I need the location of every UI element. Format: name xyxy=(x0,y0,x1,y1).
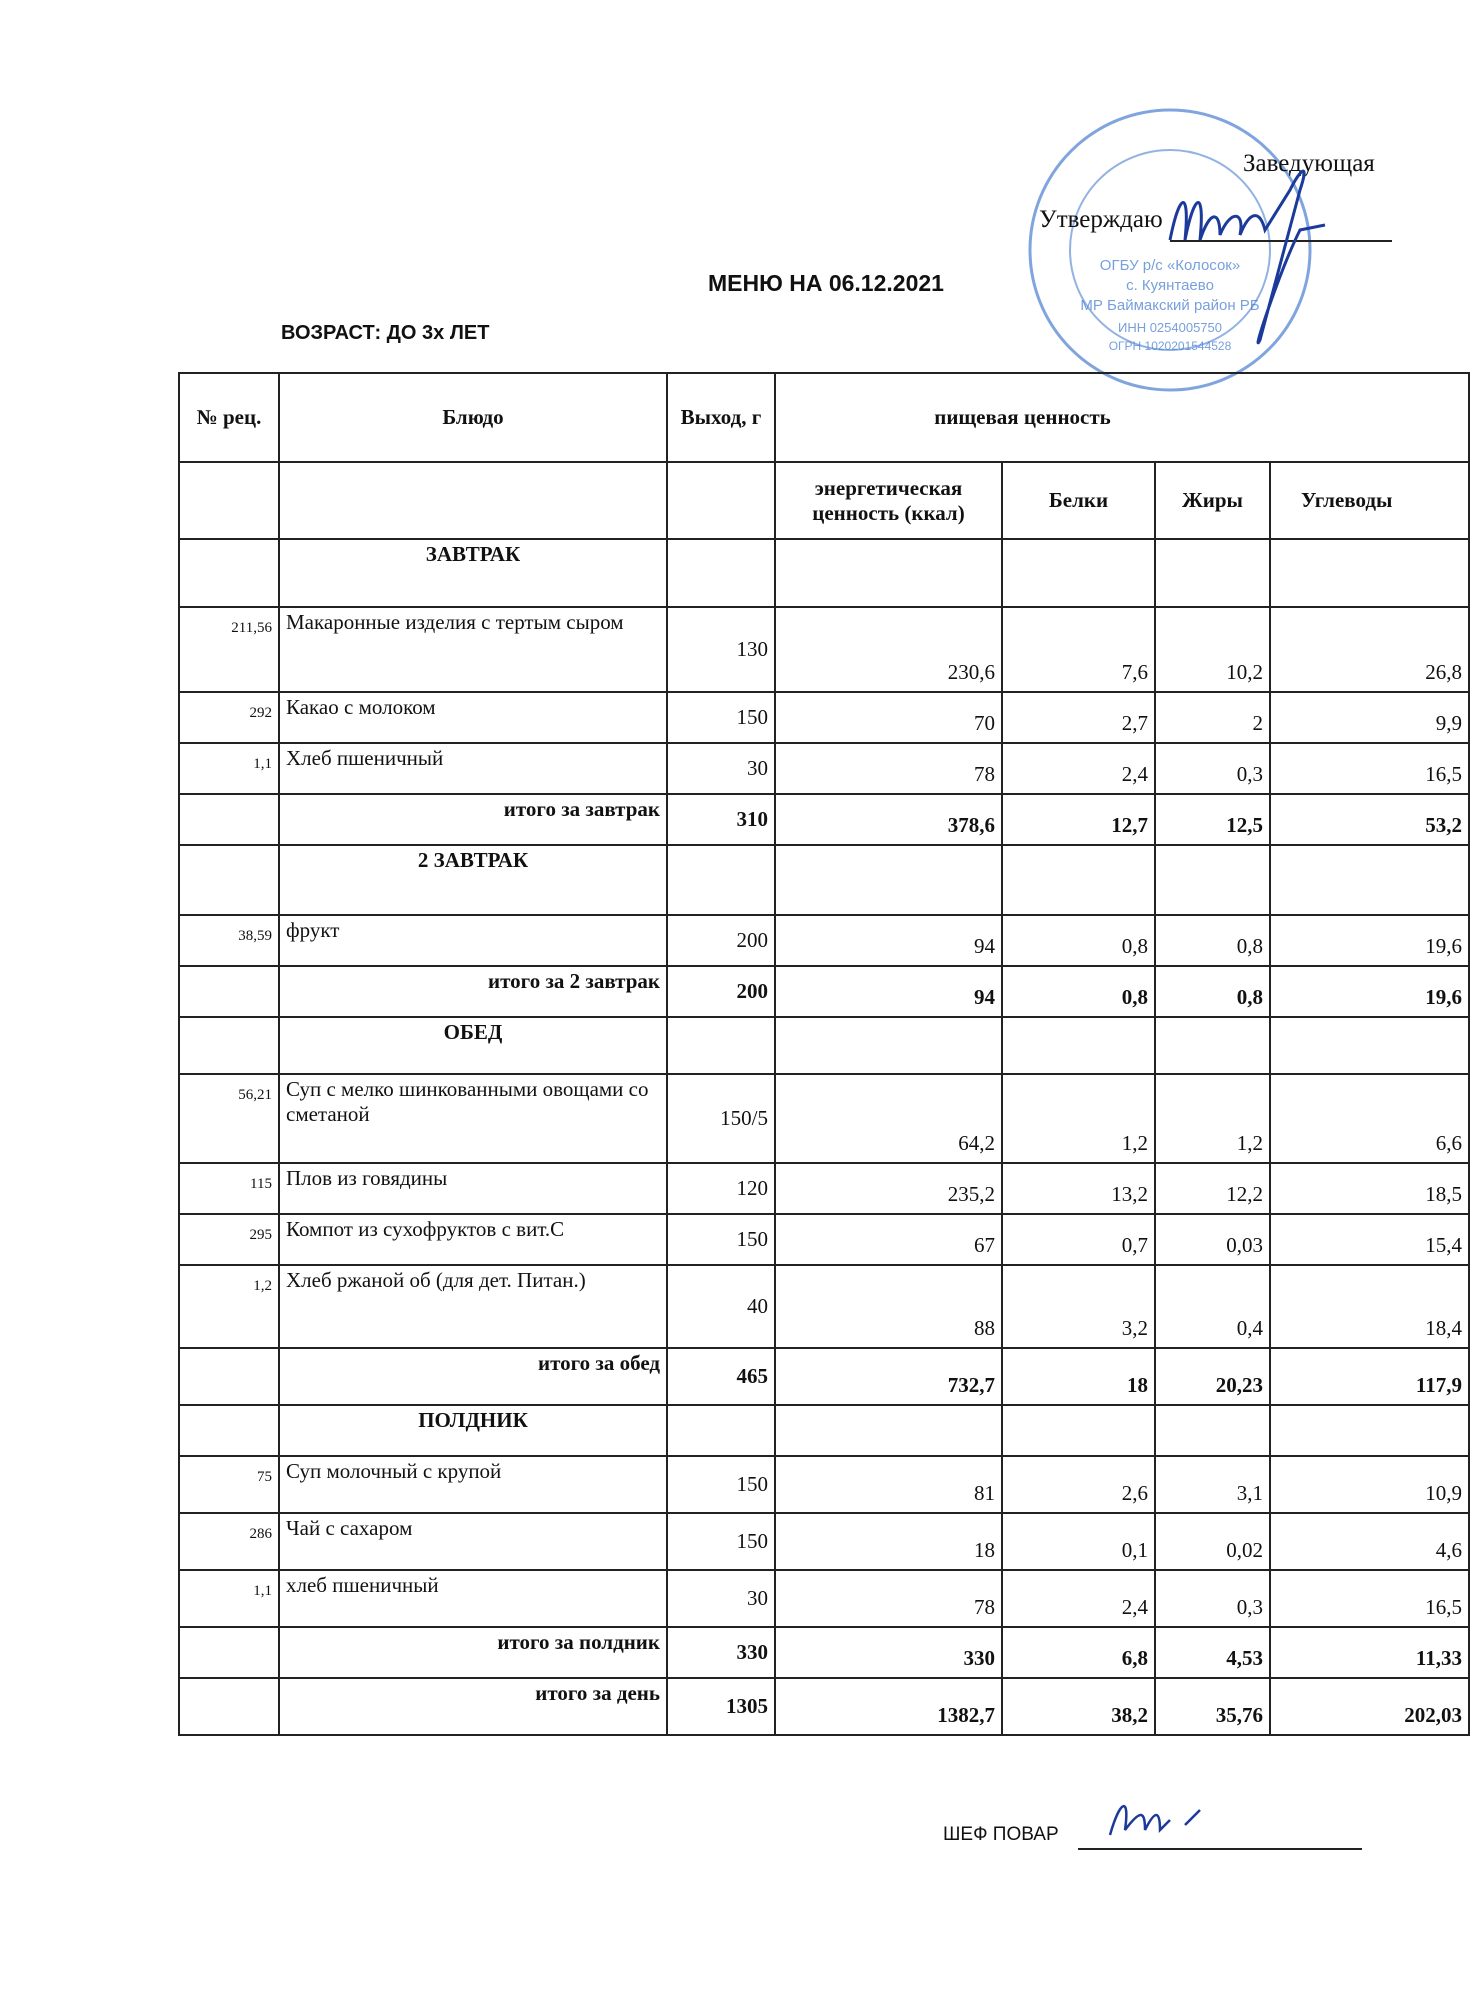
carbs-value: 18,4 xyxy=(1270,1265,1469,1348)
carbs-value: 26,8 xyxy=(1270,607,1469,692)
recipe-number: 38,59 xyxy=(179,915,279,966)
fat-value: 0,3 xyxy=(1155,743,1270,794)
carbs-value xyxy=(1270,539,1469,607)
kcal-value: 70 xyxy=(775,692,1002,743)
carbs-value: 4,6 xyxy=(1270,1513,1469,1570)
section-row xyxy=(179,1405,1469,1456)
dish-name: Хлеб ржаной об (для дет. Питан.) xyxy=(279,1265,667,1348)
yield-value: 1305 xyxy=(667,1678,775,1735)
fat-value: 12,5 xyxy=(1155,794,1270,845)
protein-value: 12,7 xyxy=(1002,794,1155,845)
carbs-value: 10,9 xyxy=(1270,1456,1469,1513)
protein-value: 2,4 xyxy=(1002,1570,1155,1627)
dish-name: итого за обед xyxy=(279,1348,667,1405)
svg-text:МР Баймакский район РБ: МР Баймакский район РБ xyxy=(1080,297,1260,314)
fat-value xyxy=(1155,1017,1270,1074)
kcal-value xyxy=(775,1405,1002,1456)
protein-value: 1,2 xyxy=(1002,1074,1155,1163)
table-row xyxy=(179,1456,1469,1513)
recipe-number xyxy=(179,1348,279,1405)
protein-value: 7,6 xyxy=(1002,607,1155,692)
director-signature xyxy=(1150,150,1410,350)
table-row xyxy=(179,607,1469,692)
menu-table xyxy=(178,372,1470,1736)
section-row xyxy=(179,539,1469,607)
recipe-number: 115 xyxy=(179,1163,279,1214)
protein-value: 18 xyxy=(1002,1348,1155,1405)
dish-name: итого за 2 завтрак xyxy=(279,966,667,1017)
fat-value: 0,3 xyxy=(1155,1570,1270,1627)
recipe-number: 56,21 xyxy=(179,1074,279,1163)
carbs-value: 19,6 xyxy=(1270,915,1469,966)
total-row xyxy=(179,1627,1469,1678)
protein-value: 0,8 xyxy=(1002,915,1155,966)
fat-value: 35,76 xyxy=(1155,1678,1270,1735)
protein-value: 2,4 xyxy=(1002,743,1155,794)
fat-value: 3,1 xyxy=(1155,1456,1270,1513)
protein-value: 0,7 xyxy=(1002,1214,1155,1265)
total-row xyxy=(179,966,1469,1017)
carbs-value: 15,4 xyxy=(1270,1214,1469,1265)
kcal-value: 81 xyxy=(775,1456,1002,1513)
col-carbs-header: Углеводы xyxy=(1270,462,1469,539)
age-label: ВОЗРАСТ: ДО 3х ЛЕТ xyxy=(281,322,490,344)
yield-value xyxy=(667,539,775,607)
recipe-number: 75 xyxy=(179,1456,279,1513)
dish-name: ОБЕД xyxy=(279,1017,667,1074)
fat-value: 10,2 xyxy=(1155,607,1270,692)
col-dish-header: Блюдо xyxy=(279,373,667,462)
dish-name: итого за день xyxy=(279,1678,667,1735)
yield-value: 150 xyxy=(667,1214,775,1265)
recipe-number xyxy=(179,539,279,607)
approve-label: Утверждаю xyxy=(1039,206,1163,233)
fat-value: 0,02 xyxy=(1155,1513,1270,1570)
carbs-value: 18,5 xyxy=(1270,1163,1469,1214)
dish-name: Суп с мелко шинкованными овощами со сметаной xyxy=(279,1074,667,1163)
recipe-number: 211,56 xyxy=(179,607,279,692)
recipe-number xyxy=(179,845,279,915)
table-row xyxy=(179,1570,1469,1627)
protein-value: 0,1 xyxy=(1002,1513,1155,1570)
protein-value: 2,7 xyxy=(1002,692,1155,743)
fat-value: 1,2 xyxy=(1155,1074,1270,1163)
fat-value: 2 xyxy=(1155,692,1270,743)
kcal-value xyxy=(775,845,1002,915)
carbs-value: 6,6 xyxy=(1270,1074,1469,1163)
kcal-value: 230,6 xyxy=(775,607,1002,692)
recipe-number: 1,1 xyxy=(179,1570,279,1627)
fat-value xyxy=(1155,539,1270,607)
dish-name: ЗАВТРАК xyxy=(279,539,667,607)
yield-value: 30 xyxy=(667,1570,775,1627)
table-row xyxy=(179,1265,1469,1348)
table-row xyxy=(179,1513,1469,1570)
kcal-value: 18 xyxy=(775,1513,1002,1570)
carbs-value xyxy=(1270,1405,1469,1456)
dish-name: Компот из сухофруктов с вит.С xyxy=(279,1214,667,1265)
chef-label: ШЕФ ПОВАР xyxy=(943,1824,1059,1845)
svg-text:ОГРН 1020201544528: ОГРН 1020201544528 xyxy=(1108,339,1232,353)
carbs-value: 11,33 xyxy=(1270,1627,1469,1678)
protein-value xyxy=(1002,1405,1155,1456)
table-row xyxy=(179,1163,1469,1214)
yield-value: 40 xyxy=(667,1265,775,1348)
recipe-number: 1,2 xyxy=(179,1265,279,1348)
section-row xyxy=(179,1017,1469,1074)
yield-value: 310 xyxy=(667,794,775,845)
protein-value: 0,8 xyxy=(1002,966,1155,1017)
fat-value: 20,23 xyxy=(1155,1348,1270,1405)
fat-value xyxy=(1155,845,1270,915)
kcal-value: 732,7 xyxy=(775,1348,1002,1405)
carbs-value: 19,6 xyxy=(1270,966,1469,1017)
protein-value: 13,2 xyxy=(1002,1163,1155,1214)
kcal-value: 235,2 xyxy=(775,1163,1002,1214)
protein-value xyxy=(1002,539,1155,607)
dish-name: ПОЛДНИК xyxy=(279,1405,667,1456)
svg-text:ОГБУ р/с «Колосок»: ОГБУ р/с «Колосок» xyxy=(1099,257,1241,274)
recipe-number: 292 xyxy=(179,692,279,743)
yield-value xyxy=(667,1405,775,1456)
col-kcal-header: энергетическая ценность (ккал) xyxy=(775,462,1002,539)
kcal-value xyxy=(775,539,1002,607)
dish-name: 2 ЗАВТРАК xyxy=(279,845,667,915)
yield-value: 200 xyxy=(667,915,775,966)
fat-value xyxy=(1155,1405,1270,1456)
total-row xyxy=(179,1678,1469,1735)
yield-value: 130 xyxy=(667,607,775,692)
svg-text:ИНН 0254005750: ИНН 0254005750 xyxy=(1117,320,1223,335)
dish-name: Макаронные изделия с тертым сыром xyxy=(279,607,667,692)
kcal-value xyxy=(775,1017,1002,1074)
recipe-number xyxy=(179,1017,279,1074)
carbs-value: 53,2 xyxy=(1270,794,1469,845)
kcal-value: 378,6 xyxy=(775,794,1002,845)
fat-value: 0,4 xyxy=(1155,1265,1270,1348)
dish-name: Чай с сахаром xyxy=(279,1513,667,1570)
page-title: МЕНЮ НА 06.12.2021 xyxy=(708,270,944,296)
col-nutrition-header: пищевая ценность xyxy=(775,373,1469,462)
dish-name: итого за полдник xyxy=(279,1627,667,1678)
col-protein-header: Белки xyxy=(1002,462,1155,539)
fat-value: 0,8 xyxy=(1155,915,1270,966)
carbs-value: 117,9 xyxy=(1270,1348,1469,1405)
dish-name: Какао с молоком xyxy=(279,692,667,743)
kcal-value: 78 xyxy=(775,743,1002,794)
kcal-value: 94 xyxy=(775,966,1002,1017)
protein-value: 38,2 xyxy=(1002,1678,1155,1735)
recipe-number: 286 xyxy=(179,1513,279,1570)
yield-value: 30 xyxy=(667,743,775,794)
fat-value: 0,03 xyxy=(1155,1214,1270,1265)
yield-value xyxy=(667,845,775,915)
col-fat-header: Жиры xyxy=(1155,462,1270,539)
total-row xyxy=(179,1348,1469,1405)
yield-value: 200 xyxy=(667,966,775,1017)
carbs-value: 16,5 xyxy=(1270,1570,1469,1627)
carbs-value: 9,9 xyxy=(1270,692,1469,743)
dish-name: итого за завтрак xyxy=(279,794,667,845)
col-num-header: № рец. xyxy=(179,373,279,462)
recipe-number xyxy=(179,1678,279,1735)
fat-value: 12,2 xyxy=(1155,1163,1270,1214)
carbs-value xyxy=(1270,1017,1469,1074)
yield-value: 120 xyxy=(667,1163,775,1214)
carbs-value: 16,5 xyxy=(1270,743,1469,794)
carbs-value xyxy=(1270,845,1469,915)
protein-value xyxy=(1002,1017,1155,1074)
recipe-number: 295 xyxy=(179,1214,279,1265)
chef-signature xyxy=(1100,1790,1210,1850)
protein-value: 6,8 xyxy=(1002,1627,1155,1678)
kcal-value: 94 xyxy=(775,915,1002,966)
kcal-value: 1382,7 xyxy=(775,1678,1002,1735)
recipe-number xyxy=(179,966,279,1017)
yield-value xyxy=(667,1017,775,1074)
dish-name: Суп молочный с крупой xyxy=(279,1456,667,1513)
table-row xyxy=(179,1214,1469,1265)
recipe-number xyxy=(179,1405,279,1456)
col-yield-header: Выход, г xyxy=(667,373,775,462)
total-row xyxy=(179,794,1469,845)
yield-value: 150/5 xyxy=(667,1074,775,1163)
yield-value: 150 xyxy=(667,692,775,743)
carbs-value: 202,03 xyxy=(1270,1678,1469,1735)
recipe-number xyxy=(179,1627,279,1678)
yield-value: 330 xyxy=(667,1627,775,1678)
dish-name: фрукт xyxy=(279,915,667,966)
recipe-number xyxy=(179,794,279,845)
kcal-value: 78 xyxy=(775,1570,1002,1627)
dish-name: Хлеб пшеничный xyxy=(279,743,667,794)
fat-value: 4,53 xyxy=(1155,1627,1270,1678)
svg-text:с. Куянтаево: с. Куянтаево xyxy=(1126,277,1214,294)
kcal-value: 67 xyxy=(775,1214,1002,1265)
kcal-value: 88 xyxy=(775,1265,1002,1348)
section-row xyxy=(179,845,1469,915)
protein-value: 2,6 xyxy=(1002,1456,1155,1513)
dish-name: Плов из говядины xyxy=(279,1163,667,1214)
table-row xyxy=(179,743,1469,794)
recipe-number: 1,1 xyxy=(179,743,279,794)
protein-value: 3,2 xyxy=(1002,1265,1155,1348)
kcal-value: 330 xyxy=(775,1627,1002,1678)
table-row xyxy=(179,1074,1469,1163)
table-row xyxy=(179,692,1469,743)
position-label: Заведующая xyxy=(1243,150,1375,177)
kcal-value: 64,2 xyxy=(775,1074,1002,1163)
yield-value: 465 xyxy=(667,1348,775,1405)
dish-name: хлеб пшеничный xyxy=(279,1570,667,1627)
table-row xyxy=(179,915,1469,966)
protein-value xyxy=(1002,845,1155,915)
yield-value: 150 xyxy=(667,1513,775,1570)
fat-value: 0,8 xyxy=(1155,966,1270,1017)
yield-value: 150 xyxy=(667,1456,775,1513)
